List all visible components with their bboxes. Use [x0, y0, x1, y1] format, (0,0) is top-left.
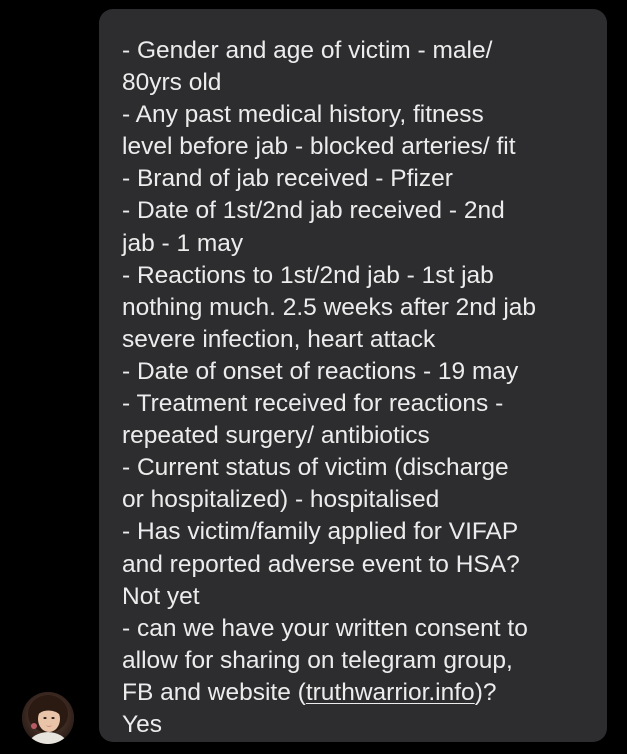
message-line: allow for sharing on telegram group, [122, 646, 513, 674]
user-avatar[interactable] [22, 692, 74, 744]
message-line-with-link [122, 677, 587, 709]
link-suffix: )? [474, 678, 497, 706]
message-line: jab - 1 may [122, 229, 244, 257]
message-line: - can we have your written consent to [122, 614, 528, 642]
message-line: - Gender and age of victim - male/ [122, 37, 493, 64]
message-line: and reported adverse event to HSA? [122, 550, 520, 578]
message-line: severe infection, heart attack [122, 325, 436, 353]
message-line: - Treatment received for reactions - [122, 390, 504, 418]
message-line: - Reactions to 1st/2nd jab - 1st jab [122, 261, 494, 289]
message-line: Not yet [122, 582, 200, 610]
message-line: - Brand of jab received - Pfizer [122, 165, 453, 193]
message-line: 80yrs old [122, 69, 222, 97]
message-line: Yes [122, 710, 162, 738]
message-line: - Has victim/family applied for VIFAP [122, 518, 519, 546]
message-line: or hospitalized) - hospitalised [122, 486, 440, 514]
message-bubble[interactable] [99, 9, 607, 742]
website-link[interactable]: truthwarrior.info [305, 678, 475, 706]
message-line: repeated surgery/ antibiotics [122, 422, 430, 450]
link-prefix: FB and website ( [122, 678, 306, 706]
message-line: - Any past medical history, fitness [122, 101, 484, 129]
message-line: nothing much. 2.5 weeks after 2nd jab [122, 293, 537, 321]
message-line: - Date of 1st/2nd jab received - 2nd [122, 197, 505, 225]
user-avatar-photo-icon [22, 692, 74, 744]
message-line: level before jab - blocked arteries/ fit [122, 133, 516, 161]
message-line: - Current status of victim (discharge [122, 454, 509, 482]
message-line: - Date of onset of reactions - 19 may [122, 357, 519, 385]
